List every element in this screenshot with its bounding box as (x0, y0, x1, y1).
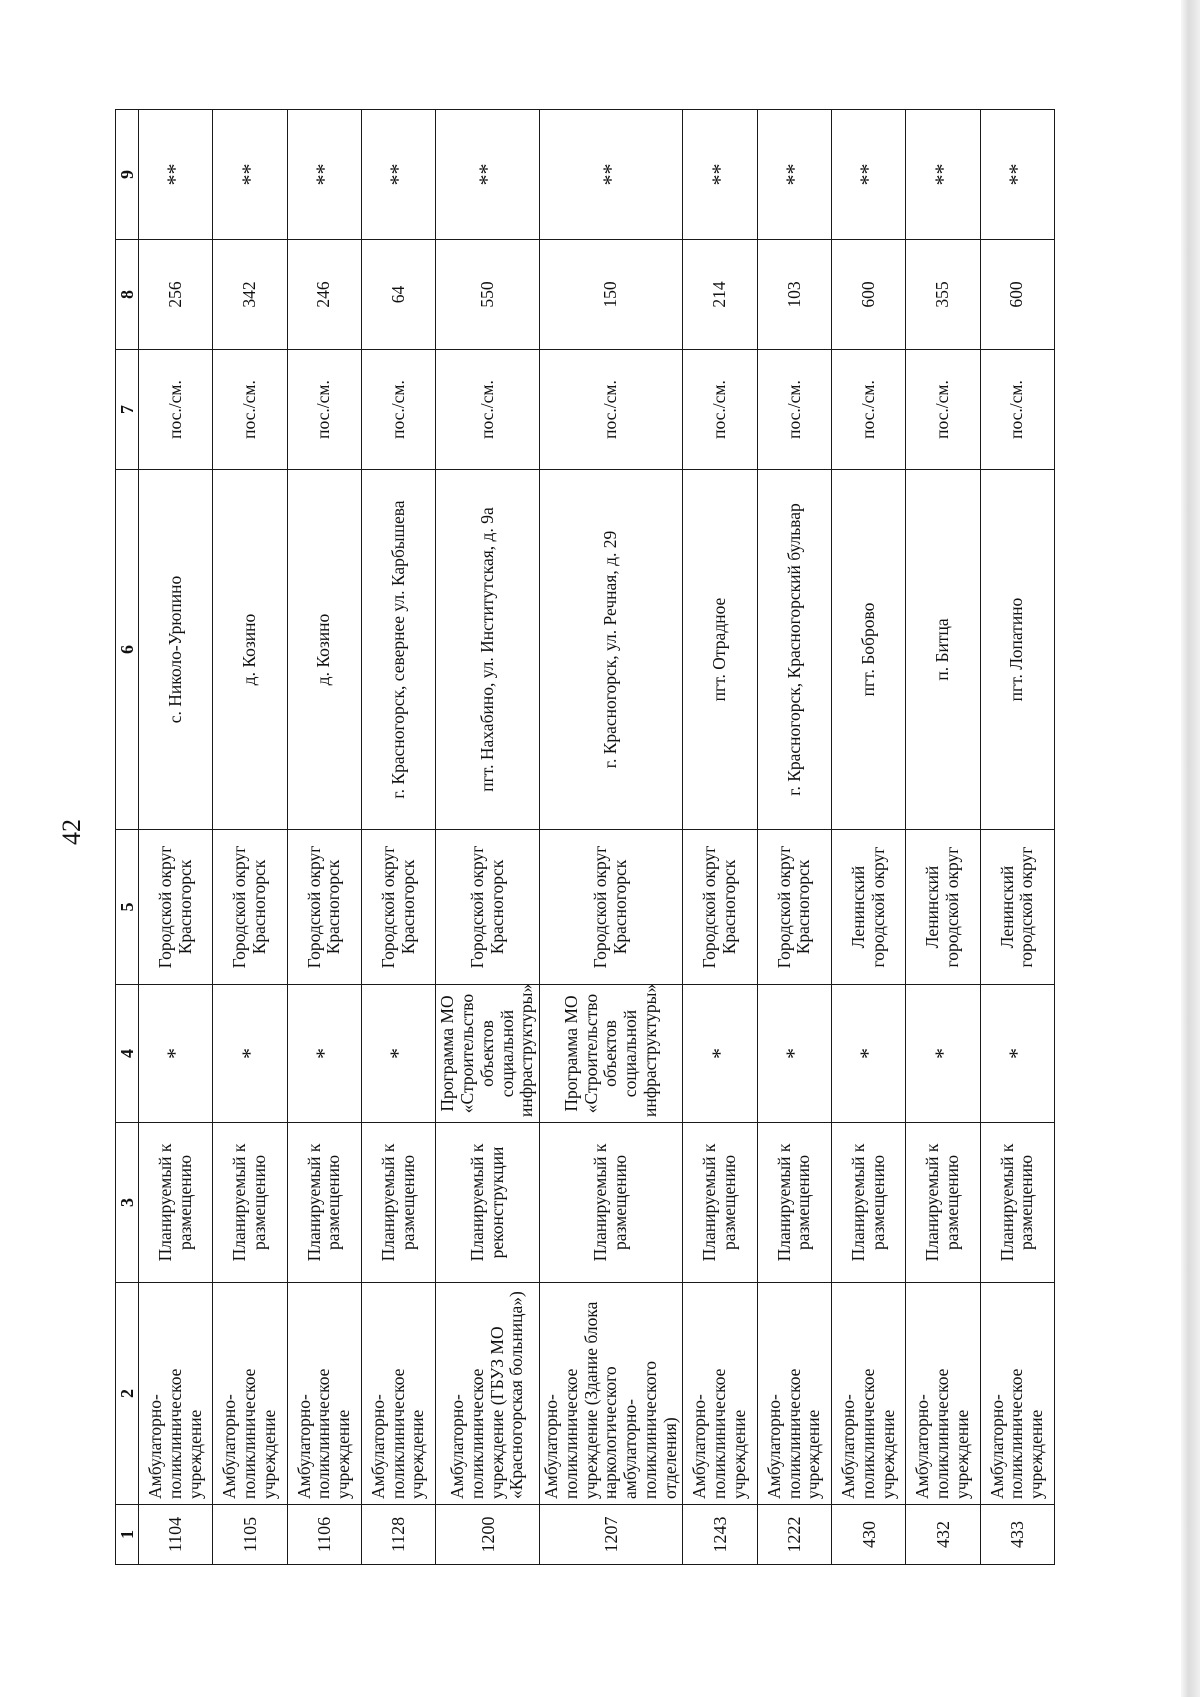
cell-note: ** (980, 110, 1054, 240)
cell-location: п. Битца (906, 470, 980, 830)
cell-name: Амбулаторно-поликлиническое учреждение (683, 1283, 757, 1505)
cell-municipality: Городской округ Красногорск (213, 830, 287, 985)
table-row (540, 110, 683, 1565)
rotated-table-container (115, 110, 1055, 1565)
cell-program: * (213, 985, 287, 1123)
column-header: 7 (116, 350, 139, 470)
page-number: 42 (57, 819, 86, 845)
cell-capacity: 342 (213, 240, 287, 350)
cell-municipality: Ленинский городской округ (832, 830, 906, 985)
cell-location: пгт. Нахабино, ул. Институтская, д. 9а (436, 470, 540, 830)
column-header: 1 (116, 1505, 139, 1565)
column-header: 4 (116, 985, 139, 1123)
cell-id: 1222 (757, 1505, 831, 1565)
column-header: 2 (116, 1283, 139, 1505)
scan-edge-shadow (1181, 0, 1200, 1697)
cell-unit: пос./см. (139, 350, 213, 470)
cell-note: ** (683, 110, 757, 240)
table-header-row (116, 110, 139, 1565)
cell-unit: пос./см. (832, 350, 906, 470)
cell-id: 1105 (213, 1505, 287, 1565)
cell-unit: пос./см. (906, 350, 980, 470)
cell-program: * (287, 985, 361, 1123)
cell-status: Планируемый к реконструкции (436, 1123, 540, 1283)
cell-unit: пос./см. (683, 350, 757, 470)
cell-note: ** (540, 110, 683, 240)
cell-unit: пос./см. (287, 350, 361, 470)
cell-location: д. Козино (287, 470, 361, 830)
cell-name: Амбулаторно-поликлиническое учреждение (213, 1283, 287, 1505)
cell-status: Планируемый к размещению (757, 1123, 831, 1283)
table-row (213, 110, 287, 1565)
cell-municipality: Ленинский городской округ (906, 830, 980, 985)
table-row (139, 110, 213, 1565)
table-row (287, 110, 361, 1565)
column-header: 3 (116, 1123, 139, 1283)
cell-location: с. Николо-Урюпино (139, 470, 213, 830)
cell-municipality: Ленинский городской округ (980, 830, 1054, 985)
cell-capacity: 600 (832, 240, 906, 350)
cell-location: г. Красногорск, севернее ул. Карбышева (361, 470, 435, 830)
cell-id: 1243 (683, 1505, 757, 1565)
table-row (683, 110, 757, 1565)
cell-municipality: Городской округ Красногорск (361, 830, 435, 985)
cell-id: 1207 (540, 1505, 683, 1565)
cell-id: 1104 (139, 1505, 213, 1565)
cell-name: Амбулаторно-поликлиническое учреждение (ГБУЗ МО «Красногорская больница») (436, 1283, 540, 1505)
column-header: 5 (116, 830, 139, 985)
table-row (832, 110, 906, 1565)
cell-capacity: 103 (757, 240, 831, 350)
cell-name: Амбулаторно-поликлиническое учреждение (Здание блока наркологического амбулаторно-поликлинического отделения) (540, 1283, 683, 1505)
cell-location: пгт. Отрадное (683, 470, 757, 830)
cell-program: * (139, 985, 213, 1123)
cell-status: Планируемый к размещению (361, 1123, 435, 1283)
cell-status: Планируемый к размещению (980, 1123, 1054, 1283)
cell-capacity: 150 (540, 240, 683, 350)
table-row (436, 110, 540, 1565)
cell-location: г. Красногорск, ул. Речная, д. 29 (540, 470, 683, 830)
cell-program: Программа МО «Строительство объектов социальной инфраструктуры» (540, 985, 683, 1123)
cell-location: пгт. Боброво (832, 470, 906, 830)
column-header: 8 (116, 240, 139, 350)
cell-municipality: Городской округ Красногорск (683, 830, 757, 985)
column-header: 9 (116, 110, 139, 240)
facilities-table (115, 109, 1055, 1565)
cell-id: 433 (980, 1505, 1054, 1565)
table-row (757, 110, 831, 1565)
cell-note: ** (361, 110, 435, 240)
table-row (980, 110, 1054, 1565)
cell-name: Амбулаторно-поликлиническое учреждение (361, 1283, 435, 1505)
cell-municipality: Городской округ Красногорск (139, 830, 213, 985)
cell-status: Планируемый к размещению (540, 1123, 683, 1283)
cell-unit: пос./см. (361, 350, 435, 470)
cell-status: Планируемый к размещению (832, 1123, 906, 1283)
cell-program: * (683, 985, 757, 1123)
cell-capacity: 64 (361, 240, 435, 350)
cell-capacity: 214 (683, 240, 757, 350)
cell-name: Амбулаторно-поликлиническое учреждение (906, 1283, 980, 1505)
cell-unit: пос./см. (213, 350, 287, 470)
table-row (906, 110, 980, 1565)
cell-capacity: 256 (139, 240, 213, 350)
cell-note: ** (832, 110, 906, 240)
cell-unit: пос./см. (980, 350, 1054, 470)
cell-unit: пос./см. (540, 350, 683, 470)
cell-status: Планируемый к размещению (287, 1123, 361, 1283)
cell-program: * (361, 985, 435, 1123)
cell-id: 432 (906, 1505, 980, 1565)
cell-location: г. Красногорск, Красногорский бульвар (757, 470, 831, 830)
cell-location: пгт. Лопатино (980, 470, 1054, 830)
cell-note: ** (139, 110, 213, 240)
cell-id: 1128 (361, 1505, 435, 1565)
cell-municipality: Городской округ Красногорск (540, 830, 683, 985)
cell-name: Амбулаторно-поликлиническое учреждение (139, 1283, 213, 1505)
cell-program: Программа МО «Строительство объектов социальной инфраструктуры» (436, 985, 540, 1123)
cell-id: 1106 (287, 1505, 361, 1565)
cell-note: ** (906, 110, 980, 240)
cell-municipality: Городской округ Красногорск (757, 830, 831, 985)
cell-capacity: 600 (980, 240, 1054, 350)
cell-id: 1200 (436, 1505, 540, 1565)
cell-status: Планируемый к размещению (683, 1123, 757, 1283)
cell-name: Амбулаторно-поликлиническое учреждение (980, 1283, 1054, 1505)
cell-status: Планируемый к размещению (139, 1123, 213, 1283)
cell-status: Планируемый к размещению (906, 1123, 980, 1283)
column-header: 6 (116, 470, 139, 830)
cell-id: 430 (832, 1505, 906, 1565)
cell-program: * (980, 985, 1054, 1123)
cell-capacity: 550 (436, 240, 540, 350)
cell-program: * (906, 985, 980, 1123)
cell-name: Амбулаторно-поликлиническое учреждение (832, 1283, 906, 1505)
cell-program: * (757, 985, 831, 1123)
cell-note: ** (287, 110, 361, 240)
cell-capacity: 246 (287, 240, 361, 350)
cell-note: ** (436, 110, 540, 240)
cell-program: * (832, 985, 906, 1123)
cell-municipality: Городской округ Красногорск (287, 830, 361, 985)
cell-municipality: Городской округ Красногорск (436, 830, 540, 985)
cell-status: Планируемый к размещению (213, 1123, 287, 1283)
cell-note: ** (213, 110, 287, 240)
cell-capacity: 355 (906, 240, 980, 350)
table-row (361, 110, 435, 1565)
cell-unit: пос./см. (757, 350, 831, 470)
cell-unit: пос./см. (436, 350, 540, 470)
cell-location: д. Козино (213, 470, 287, 830)
cell-name: Амбулаторно-поликлиническое учреждение (757, 1283, 831, 1505)
cell-name: Амбулаторно-поликлиническое учреждение (287, 1283, 361, 1505)
cell-note: ** (757, 110, 831, 240)
